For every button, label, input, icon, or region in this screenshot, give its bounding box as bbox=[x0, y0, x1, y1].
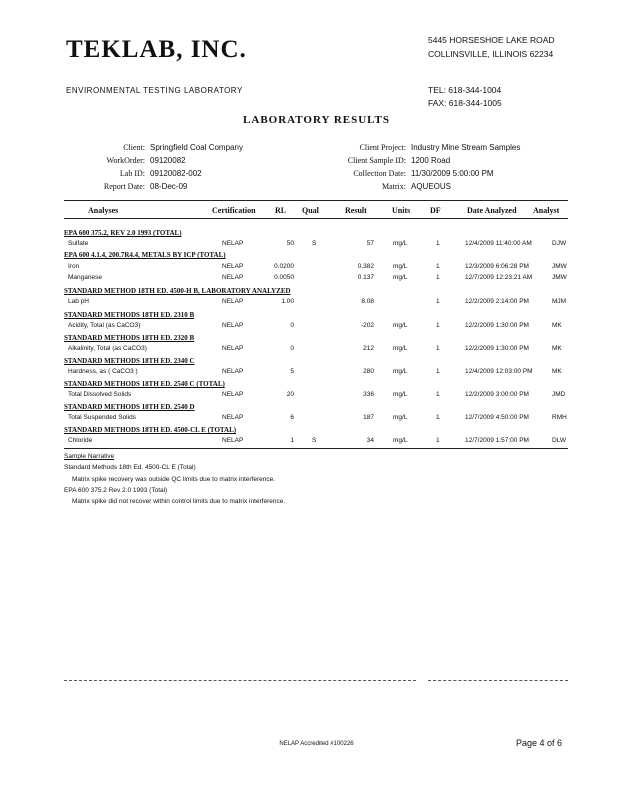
cell-date: 12/2/2009 1:30:00 PM bbox=[465, 322, 529, 329]
info-value: Industry Mine Stream Samples bbox=[411, 143, 521, 152]
footer-rule bbox=[428, 680, 568, 681]
cell-analyst: MK bbox=[552, 322, 562, 329]
cell-df: 1 bbox=[436, 274, 440, 281]
table-row bbox=[0, 298, 633, 308]
cell-rl: 20 bbox=[286, 391, 294, 398]
cell-result: 336 bbox=[363, 391, 374, 398]
cell-rl: 1 bbox=[290, 437, 294, 444]
info-value: AQUEOUS bbox=[411, 182, 452, 191]
info-label: WorkOrder: bbox=[106, 156, 145, 165]
info-client-sample-id bbox=[298, 156, 520, 169]
cell-cert: NELAP bbox=[222, 322, 244, 329]
cell-date: 12/7/2009 1:57:00 PM bbox=[465, 437, 529, 444]
footer-rule bbox=[64, 680, 416, 681]
cell-analyst: JMD bbox=[552, 391, 566, 398]
cell-df: 1 bbox=[436, 345, 440, 352]
cell-units: mg/L bbox=[393, 263, 408, 270]
cell-analyst: DJW bbox=[552, 240, 567, 247]
cell-result: 8.08 bbox=[361, 298, 374, 305]
table-header-rule bbox=[64, 218, 568, 219]
table-row bbox=[0, 240, 633, 250]
address-line2: COLLINSVILLE, ILLINOIS 62234 bbox=[428, 49, 554, 59]
cell-analyte: Acidity, Total (as CaCO3) bbox=[68, 322, 141, 329]
cell-result: 280 bbox=[363, 368, 374, 375]
table-row bbox=[0, 345, 633, 355]
section-heading: STANDARD METHODS 18TH ED. 2310 B bbox=[64, 311, 195, 319]
info-label: Client: bbox=[123, 143, 145, 152]
info-label: Matrix: bbox=[382, 182, 406, 191]
section-heading: EPA 600 4.1.4, 200.7R4.4, METALS BY ICP (TOTAL) bbox=[64, 251, 226, 259]
cell-units: mg/L bbox=[393, 345, 408, 352]
cell-analyst: RMH bbox=[552, 414, 567, 421]
cell-date: 12/2/2009 3:00:00 PM bbox=[465, 391, 529, 398]
cell-result: 57 bbox=[366, 240, 374, 247]
cell-df: 1 bbox=[436, 240, 440, 247]
cell-analyte: Chloride bbox=[68, 437, 93, 444]
cell-analyte: Iron bbox=[68, 263, 80, 270]
table-row bbox=[0, 437, 633, 447]
cell-result: 187 bbox=[363, 414, 374, 421]
col-rl: RL bbox=[275, 206, 287, 215]
cell-rl: 5 bbox=[290, 368, 294, 375]
table-row bbox=[0, 391, 633, 401]
info-label: Report Date: bbox=[103, 182, 145, 191]
cell-date: 12/4/2009 11:40:00 AM bbox=[465, 240, 532, 247]
cell-rl: 6 bbox=[290, 414, 294, 421]
col-analyst: Analyst bbox=[533, 206, 560, 215]
cell-df: 1 bbox=[436, 391, 440, 398]
info-value: 09120082 bbox=[150, 156, 186, 165]
table-bottom-rule bbox=[64, 448, 568, 449]
cell-cert: NELAP bbox=[222, 414, 244, 421]
section-heading: STANDARD METHODS 18TH ED. 2540 C (TOTAL) bbox=[64, 380, 225, 388]
cell-units: mg/L bbox=[393, 437, 408, 444]
info-value: 08-Dec-09 bbox=[150, 182, 188, 191]
cell-result: 34 bbox=[366, 437, 374, 444]
info-labid bbox=[70, 169, 243, 182]
cell-cert: NELAP bbox=[222, 368, 244, 375]
info-label: Collection Date: bbox=[353, 169, 406, 178]
lab-type: ENVIRONMENTAL TESTING LABORATORY bbox=[66, 86, 243, 95]
cell-cert: NELAP bbox=[222, 274, 244, 281]
cell-result: 0.137 bbox=[357, 274, 374, 281]
info-label: Client Project: bbox=[359, 143, 406, 152]
info-value: 11/30/2009 5:00:00 PM bbox=[411, 169, 494, 178]
col-analyses: Analyses bbox=[88, 206, 119, 215]
cell-analyte: Sulfate bbox=[68, 240, 89, 247]
table-row bbox=[0, 368, 633, 378]
cell-analyte: Lab pH bbox=[68, 298, 89, 305]
cell-units: mg/L bbox=[393, 391, 408, 398]
report-title: LABORATORY RESULTS bbox=[243, 114, 390, 126]
info-value: Springfield Coal Company bbox=[150, 143, 243, 152]
page-number: Page 4 of 6 bbox=[516, 738, 563, 748]
table-top-rule bbox=[64, 200, 568, 201]
footer-note: NELAP Accredited #100226 bbox=[279, 741, 354, 747]
cell-analyte: Hardness, as ( CaCO3 ) bbox=[68, 368, 138, 375]
info-value: 1200 Road bbox=[411, 156, 451, 165]
info-client bbox=[70, 143, 243, 156]
cell-qual: S bbox=[312, 240, 317, 247]
cell-cert: NELAP bbox=[222, 240, 244, 247]
table-row bbox=[0, 274, 633, 284]
cell-units: mg/L bbox=[393, 322, 408, 329]
cell-df: 1 bbox=[436, 298, 440, 305]
info-label: Client Sample ID: bbox=[347, 156, 406, 165]
info-value: 09120082-002 bbox=[150, 169, 202, 178]
cell-cert: NELAP bbox=[222, 298, 244, 305]
info-workorder bbox=[70, 156, 243, 169]
cell-rl: 0.0050 bbox=[274, 274, 294, 281]
col-result: Result bbox=[345, 206, 367, 215]
cell-df: 1 bbox=[436, 368, 440, 375]
col-date-analyzed: Date Analyzed bbox=[467, 206, 517, 215]
cell-cert: NELAP bbox=[222, 345, 244, 352]
section-heading: STANDARD METHODS 18TH ED. 2540 D bbox=[64, 403, 195, 411]
cell-date: 12/4/2009 12:03:00 PM bbox=[465, 368, 533, 375]
cell-analyst: MK bbox=[552, 368, 562, 375]
info-right bbox=[298, 143, 520, 195]
cell-analyte: Total Suspended Solids bbox=[68, 414, 136, 421]
cell-analyst: JMW bbox=[552, 263, 567, 270]
cell-result: 0.382 bbox=[357, 263, 374, 270]
cell-analyst: MJM bbox=[552, 298, 567, 305]
cell-date: 12/7/2009 4:50:00 PM bbox=[465, 414, 529, 421]
cell-result: -202 bbox=[360, 322, 374, 329]
cell-rl: 1.00 bbox=[281, 298, 294, 305]
cell-units: mg/L bbox=[393, 240, 408, 247]
address-line1: 5445 HORSESHOE LAKE ROAD bbox=[428, 35, 555, 45]
cell-cert: NELAP bbox=[222, 437, 244, 444]
cell-df: 1 bbox=[436, 437, 440, 444]
col-df: DF bbox=[430, 206, 441, 215]
cell-cert: NELAP bbox=[222, 391, 244, 398]
cell-analyte: Alkalinity, Total (as CaCO3) bbox=[68, 345, 147, 352]
cell-units: mg/L bbox=[393, 368, 408, 375]
fax: FAX: 618-344-1005 bbox=[428, 98, 502, 108]
info-label: Lab ID: bbox=[119, 169, 145, 178]
col-certification: Certification bbox=[212, 206, 256, 215]
info-client-project bbox=[298, 143, 520, 156]
table-row bbox=[0, 414, 633, 424]
cell-date: 12/2/2009 1:30:00 PM bbox=[465, 345, 529, 352]
cell-date: 12/2/2009 2:14:00 PM bbox=[465, 298, 529, 305]
cell-analyst: MK bbox=[552, 345, 562, 352]
cell-analyst: DLW bbox=[552, 437, 566, 444]
narrative-line: EPA 600 375.2 Rev 2.0 1993 (Total) bbox=[64, 487, 168, 494]
cell-rl: 50 bbox=[286, 240, 294, 247]
table-row bbox=[0, 322, 633, 332]
table-row bbox=[0, 263, 633, 273]
narrative-line: Matrix spike did not recover within control limits due to matrix interference. bbox=[72, 498, 286, 505]
cell-date: 12/3/2009 6:06:28 PM bbox=[465, 263, 529, 270]
col-qual: Qual bbox=[302, 206, 319, 215]
cell-units: mg/L bbox=[393, 274, 408, 281]
cell-analyte: Manganese bbox=[68, 274, 102, 281]
cell-rl: 0.0200 bbox=[274, 263, 294, 270]
section-heading: EPA 600 375.2, REV 2.0 1993 (TOTAL) bbox=[64, 229, 182, 237]
section-heading: STANDARD METHODS 18TH ED. 4500-CL E (TOTAL) bbox=[64, 426, 237, 434]
narrative-title: Sample Narrative bbox=[64, 453, 115, 460]
info-left bbox=[70, 143, 243, 195]
cell-analyst: JMW bbox=[552, 274, 567, 281]
tel: TEL: 618-344-1004 bbox=[428, 85, 502, 95]
narrative-line: Standard Methods 18th Ed. 4500-CL E (Total) bbox=[64, 464, 196, 471]
info-collection-date bbox=[298, 169, 520, 182]
info-report-date bbox=[70, 182, 243, 195]
cell-units: mg/L bbox=[393, 414, 408, 421]
narrative-line: Matrix spike recovery was outside QC limits due to matrix interference. bbox=[72, 476, 276, 483]
section-heading: STANDARD METHOD 18TH ED. 4500-H B, LABORATORY ANALYZED bbox=[64, 287, 291, 295]
section-heading: STANDARD METHODS 18TH ED. 2340 C bbox=[64, 357, 195, 365]
company-name: TEKLAB, INC. bbox=[66, 36, 247, 63]
cell-analyte: Total Dissolved Solids bbox=[68, 391, 132, 398]
cell-qual: S bbox=[312, 437, 317, 444]
info-matrix bbox=[298, 182, 520, 195]
cell-rl: 0 bbox=[290, 322, 294, 329]
cell-date: 12/7/2009 12:23:21 AM bbox=[465, 274, 533, 281]
section-heading: STANDARD METHODS 18TH ED. 2320 B bbox=[64, 334, 195, 342]
col-units: Units bbox=[392, 206, 411, 215]
cell-cert: NELAP bbox=[222, 263, 244, 270]
cell-result: 212 bbox=[363, 345, 374, 352]
cell-df: 1 bbox=[436, 263, 440, 270]
cell-rl: 0 bbox=[290, 345, 294, 352]
cell-df: 1 bbox=[436, 322, 440, 329]
cell-df: 1 bbox=[436, 414, 440, 421]
